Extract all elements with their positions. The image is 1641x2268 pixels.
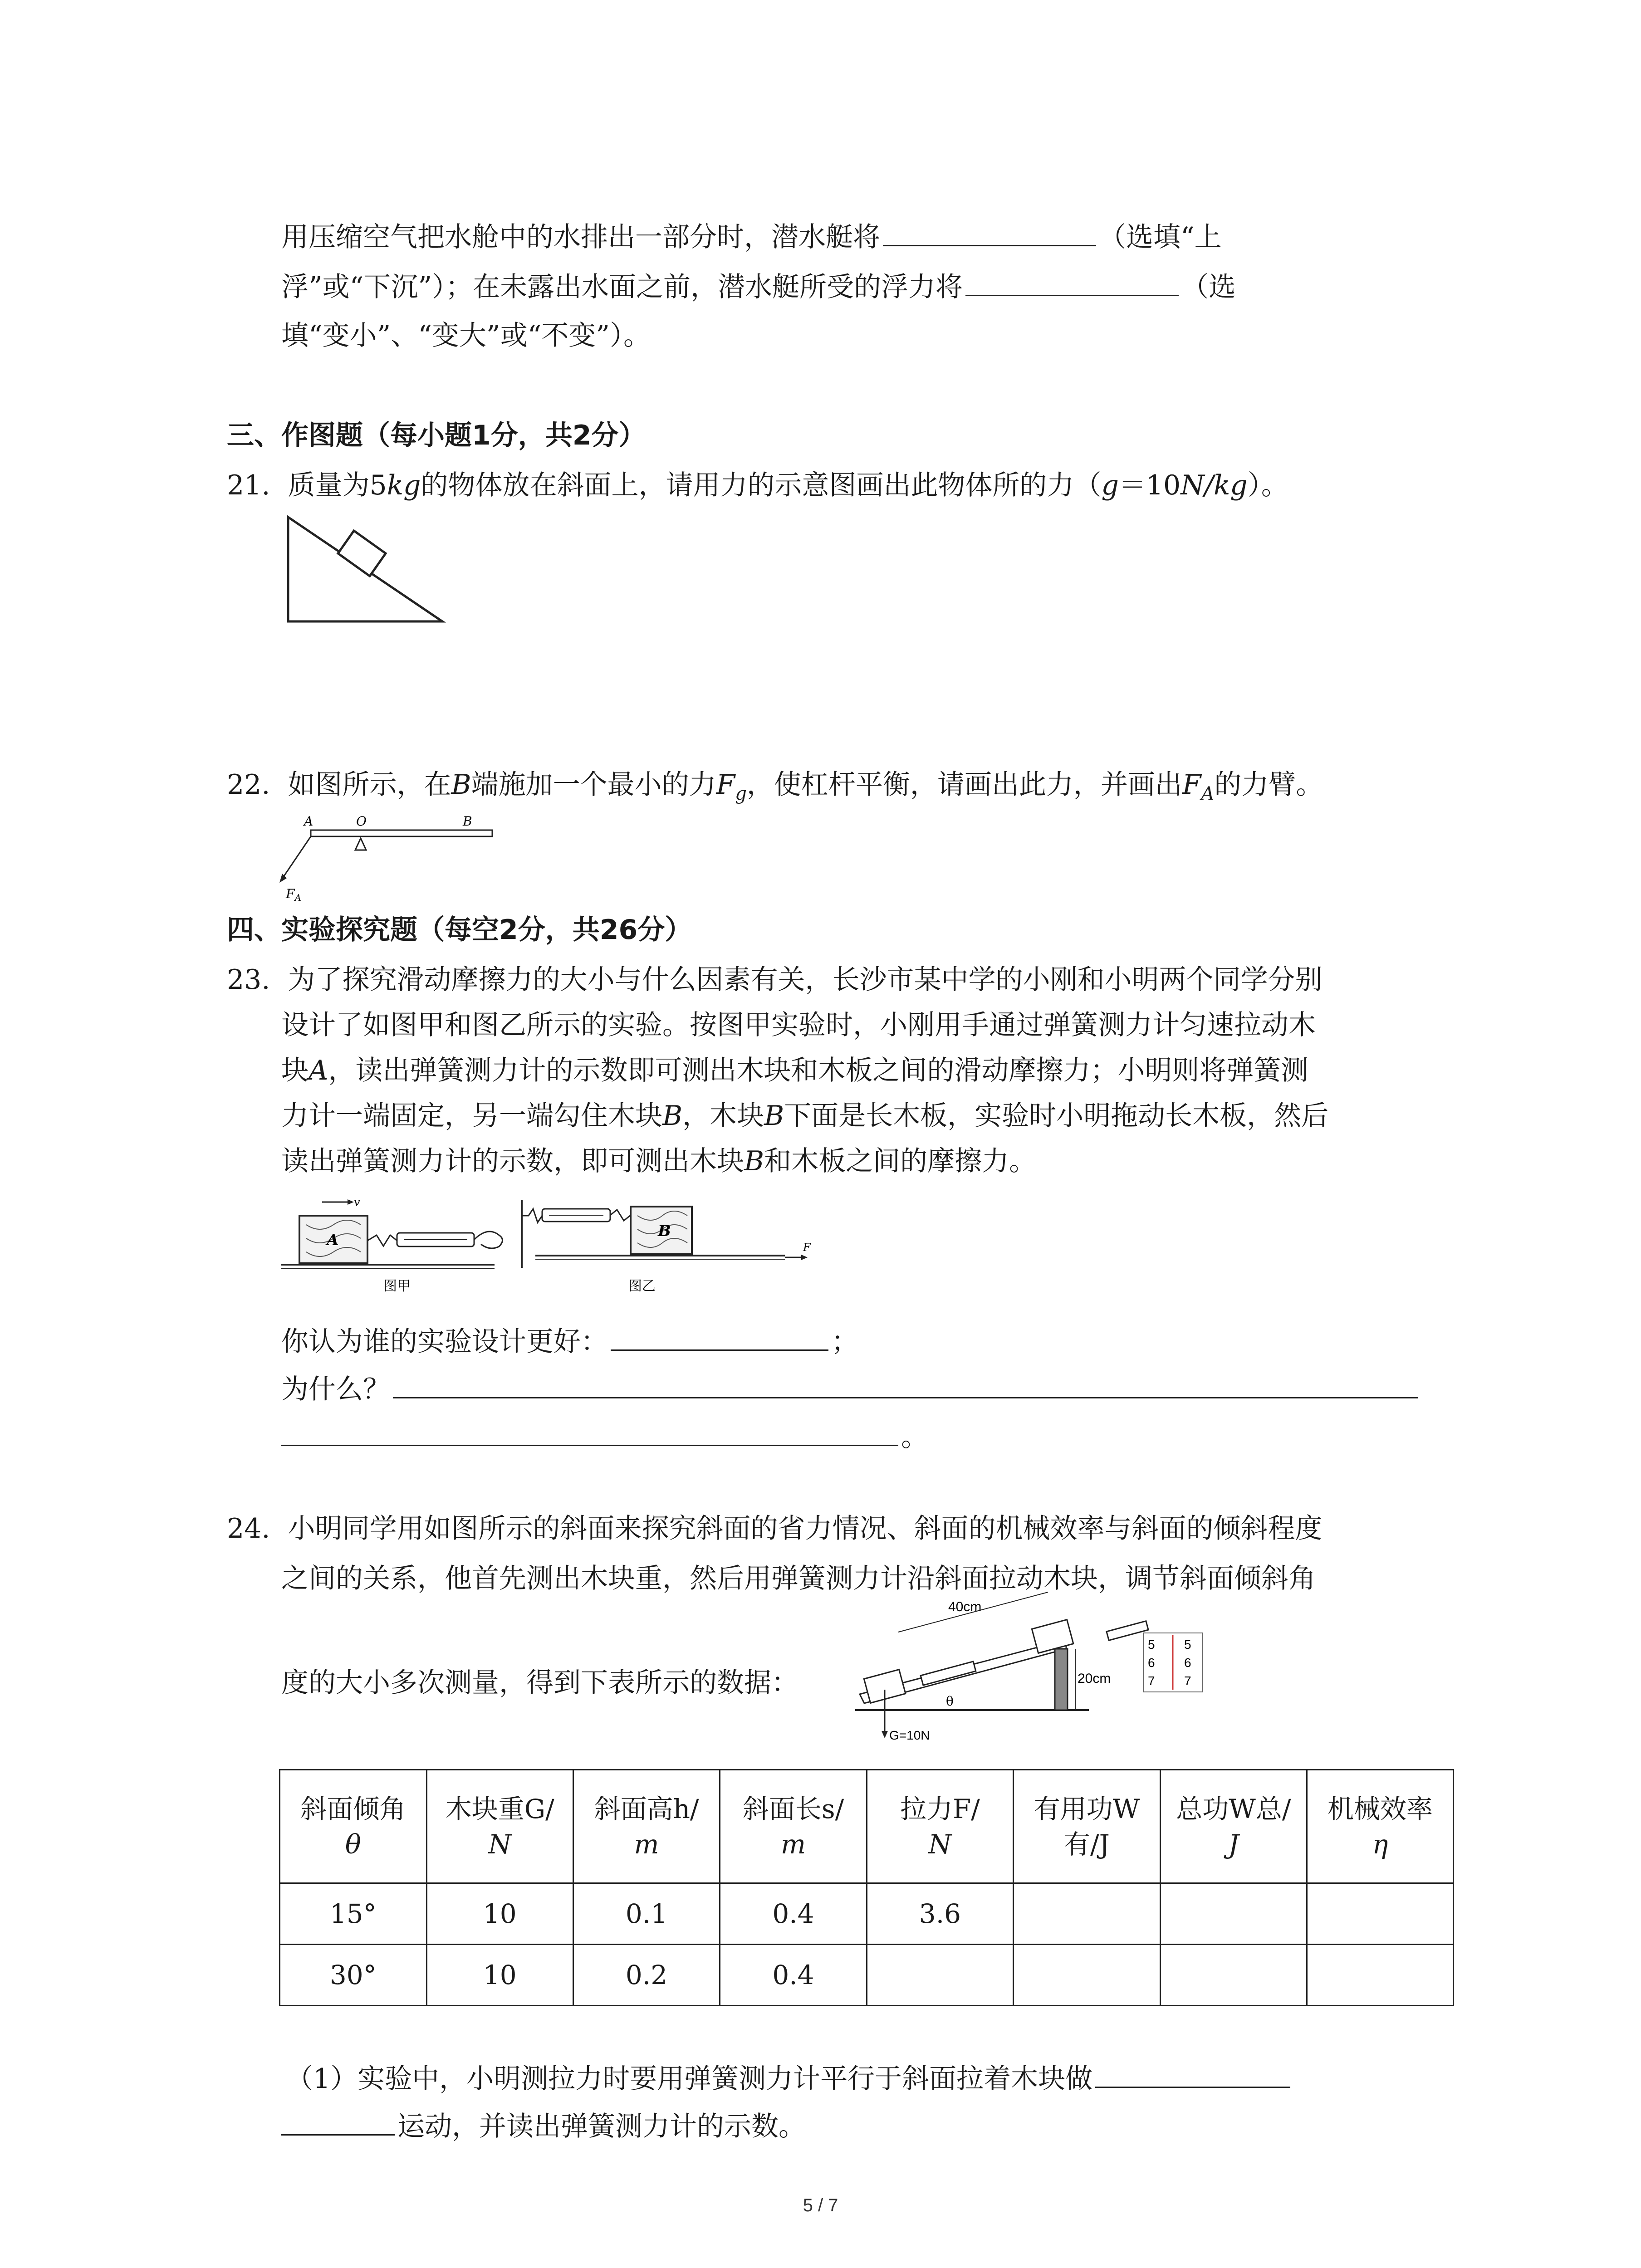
q24-part: 小明同学用如图所示的斜面来探究斜面的省力情况、斜面的机械效率与斜面的倾斜程度 <box>288 1513 1323 1545</box>
scale-tick-6: 6 <box>1148 1656 1155 1670</box>
q20-line-1 <box>281 218 1222 255</box>
figure-yi <box>522 1200 811 1294</box>
q21-text <box>227 467 1288 503</box>
weight-label: G=10N <box>889 1728 930 1742</box>
scale-tick-6-right: 6 <box>1184 1656 1191 1670</box>
question-number: 24. <box>227 1513 270 1545</box>
table-cell: 0.2 <box>573 1945 720 2006</box>
lever-label-fa: $F_A$ <box>286 886 301 903</box>
section-3-title: 三、作图题（每小题1分，共2分） <box>227 420 646 451</box>
answer-blank[interactable] <box>393 1370 1418 1398</box>
q20-text: 用压缩空气把水舱中的水排出一部分时，潜水艇将 <box>281 221 880 253</box>
lever-label-b: B <box>463 814 472 829</box>
table-cell-blank[interactable] <box>1014 1883 1161 1945</box>
figure-jia-caption: 图甲 <box>383 1278 411 1294</box>
q24-part-1-line-1 <box>286 2059 1293 2097</box>
q23-part: B <box>662 1100 683 1132</box>
q21-part: ）。 <box>1247 469 1288 501</box>
q21-part: g <box>1101 469 1119 501</box>
table-cell: 30° <box>280 1945 427 2006</box>
q23-part: 块 <box>281 1055 309 1086</box>
q24-line-3: 度的大小多次测量，得到下表所示的数据： <box>281 1667 798 1699</box>
answer-blank[interactable] <box>281 2107 395 2136</box>
question-number: 21. <box>227 469 270 501</box>
q23-part: ，木块 <box>682 1100 764 1132</box>
q23-ask-2 <box>281 1370 1421 1408</box>
q23-part: ； <box>831 1326 858 1358</box>
q22-text <box>227 767 1323 812</box>
table-row <box>280 1883 1454 1945</box>
block-b-label: B <box>658 1222 671 1240</box>
q23-part: 和木板之间的摩擦力。 <box>764 1145 1037 1177</box>
friction-experiment-figure <box>281 1198 826 1297</box>
table-header-cell: 拉力F/ N <box>867 1770 1013 1883</box>
table-header-cell: 木块重G/ N <box>426 1770 573 1883</box>
q20-text: （选填“上 <box>1099 221 1222 253</box>
lever-label-o: O <box>356 814 367 829</box>
q23-part: B <box>764 1100 784 1132</box>
q23-line-5 <box>281 1143 1036 1179</box>
table-header-cell: 总功W总/ J <box>1160 1770 1307 1883</box>
table-header-cell: 斜面高h/ m <box>573 1770 720 1883</box>
block-a-label: A <box>327 1231 339 1249</box>
q20-text: 浮”或“下沉”）；在未露出水面之前，潜水艇所受的浮力将 <box>281 271 963 303</box>
q22-part: F <box>716 769 735 801</box>
q22-part: F <box>1182 769 1201 801</box>
table-cell-blank[interactable] <box>1160 1945 1307 2006</box>
table-cell: 10 <box>426 1883 573 1945</box>
table-cell-blank[interactable] <box>1160 1883 1307 1945</box>
table-header-cell: 有用功W 有/J <box>1014 1770 1161 1883</box>
scale-tick-7-right: 7 <box>1184 1674 1191 1688</box>
q23-line-3 <box>281 1052 1308 1089</box>
q21-part: kg <box>387 469 421 501</box>
velocity-label: v <box>354 1196 360 1208</box>
table-cell: 0.4 <box>720 1945 867 2006</box>
q23-part: 读出弹簧测力计的示数，即可测出木块 <box>281 1145 744 1177</box>
q23-part: 为什么？ <box>281 1374 390 1405</box>
q22-part: g <box>735 783 747 804</box>
q23-part: A <box>309 1055 328 1086</box>
q23-part: B <box>744 1145 764 1177</box>
q23-part: 下面是长木板，实验时小明拖动长木板，然后 <box>784 1100 1329 1132</box>
table-header-cell: 机械效率 η <box>1307 1770 1453 1883</box>
table-cell: 0.4 <box>720 1883 867 1945</box>
q24-part: （1）实验中，小明测拉力时要用弹簧测力计平行于斜面拉着木块做 <box>286 2063 1093 2095</box>
question-number: 23. <box>227 964 270 996</box>
answer-blank[interactable] <box>965 268 1179 296</box>
q22-part: B <box>451 769 471 801</box>
q24-part-1-line-2 <box>281 2107 806 2145</box>
force-f-label: F <box>803 1241 811 1254</box>
q23-ask-3 <box>281 1418 928 1455</box>
table-row <box>280 1945 1454 2006</box>
section-4-title: 四、实验探究题（每空2分，共26分） <box>227 914 692 946</box>
q23-line-1 <box>227 962 1323 998</box>
q23-part: 你认为谁的实验设计更好： <box>281 1326 608 1358</box>
incline-height-label: 20cm <box>1078 1671 1111 1686</box>
page-number: 5 / 7 <box>803 2195 838 2215</box>
answer-blank[interactable] <box>611 1322 828 1351</box>
q21-part: ＝10 <box>1118 469 1181 501</box>
q24-line-1 <box>227 1510 1323 1547</box>
answer-blank[interactable] <box>883 218 1096 246</box>
q23-part: 。 <box>901 1421 928 1453</box>
q21-part: N/kg <box>1181 469 1248 501</box>
table-cell-blank[interactable] <box>867 1945 1013 2006</box>
incline-block-figure <box>281 510 454 628</box>
q23-ask-1 <box>281 1322 858 1360</box>
table-cell-blank[interactable] <box>1307 1883 1453 1945</box>
q24-part: 运动，并读出弹簧测力计的示数。 <box>397 2111 806 2142</box>
q20-line-2 <box>281 268 1236 305</box>
q23-part: 力计一端固定，另一端勾住木块 <box>281 1100 662 1132</box>
question-number: 22. <box>227 769 270 801</box>
answer-blank[interactable] <box>281 1418 898 1446</box>
table-header-cell: 斜面倾角 θ <box>280 1770 427 1883</box>
q21-part: 质量为5 <box>288 469 387 501</box>
table-cell: 15° <box>280 1883 427 1945</box>
q23-line-4 <box>281 1098 1328 1134</box>
q23-part: ，读出弹簧测力计的示数即可测出木块和木板之间的滑动摩擦力；小明则将弹簧测 <box>328 1055 1308 1086</box>
lever-label-a: A <box>304 814 314 829</box>
table-header-row <box>280 1770 1454 1883</box>
answer-blank[interactable] <box>1095 2059 1290 2088</box>
incline-experiment-figure <box>853 1599 1216 1751</box>
q22-part: 如图所示，在 <box>288 769 451 801</box>
scale-tick-5-right: 5 <box>1184 1637 1191 1652</box>
incline-angle-label: θ <box>946 1694 954 1709</box>
table-cell: 0.1 <box>573 1883 720 1945</box>
incline-data-table <box>279 1769 1454 2006</box>
figure-jia <box>281 1196 503 1294</box>
table-header-cell: 斜面长s/ m <box>720 1770 867 1883</box>
table-cell-blank[interactable] <box>1014 1945 1161 2006</box>
q22-part: 的力臂。 <box>1214 769 1323 801</box>
q23-part: 为了探究滑动摩擦力的大小与什么因素有关，长沙市某中学的小刚和小明两个同学分别 <box>288 964 1323 996</box>
scale-tick-5: 5 <box>1148 1637 1155 1652</box>
q21-part: 的物体放在斜面上，请用力的示意图画出此物体所的力（ <box>421 469 1102 501</box>
q22-part: 端施加一个最小的力 <box>471 769 716 801</box>
table-cell: 10 <box>426 1945 573 2006</box>
table-cell-blank[interactable] <box>1307 1945 1453 2006</box>
lever-figure <box>272 812 499 907</box>
q22-part: A <box>1201 783 1215 804</box>
q23-line-2: 设计了如图甲和图乙所示的实验。按图甲实验时，小刚用手通过弹簧测力计匀速拉动木 <box>281 1009 1316 1041</box>
figure-yi-caption: 图乙 <box>628 1278 656 1294</box>
q20-text: （选 <box>1181 271 1236 303</box>
q22-part: ，使杠杆平衡，请画出此力，并画出 <box>746 769 1182 801</box>
scale-tick-7: 7 <box>1148 1674 1155 1688</box>
table-cell: 3.6 <box>867 1883 1013 1945</box>
q24-line-2: 之间的关系，他首先测出木块重，然后用弹簧测力计沿斜面拉动木块，调节斜面倾斜角 <box>281 1563 1316 1594</box>
q20-line-3: 填“变小”、“变大”或“不变”）。 <box>281 320 651 352</box>
incline-length-label: 40cm <box>948 1599 982 1614</box>
